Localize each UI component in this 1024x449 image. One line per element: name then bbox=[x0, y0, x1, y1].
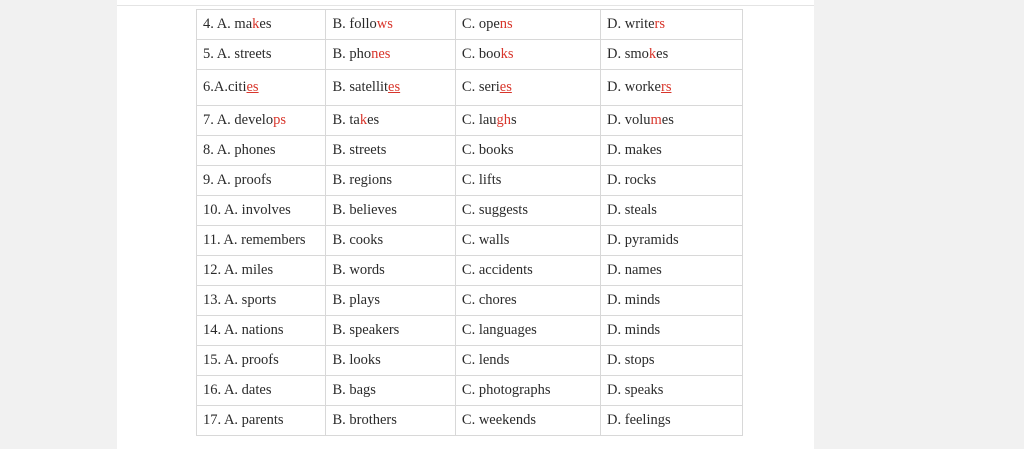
option-c-cell bbox=[455, 106, 600, 136]
option-b-cell bbox=[326, 10, 455, 40]
option-a-cell: 14. A. nations bbox=[197, 316, 326, 346]
option-b-cell: B. looks bbox=[326, 346, 455, 376]
highlighted-sound: rs bbox=[654, 16, 666, 32]
word-text: B. satellit bbox=[332, 79, 389, 95]
option-c-cell: C. suggests bbox=[455, 196, 600, 226]
option-b-cell: B. regions bbox=[326, 166, 455, 196]
word-suffix-text: es bbox=[656, 46, 669, 62]
option-a-cell: 16. A. dates bbox=[197, 376, 326, 406]
option-d-cell: D. makes bbox=[601, 136, 743, 166]
word-text: 6.A.citi bbox=[203, 79, 247, 95]
option-c-cell bbox=[455, 10, 600, 40]
option-a-cell bbox=[197, 10, 326, 40]
highlighted-sound: ps bbox=[273, 112, 286, 128]
option-a-cell bbox=[197, 40, 326, 70]
option-a-cell: 17. A. parents bbox=[197, 406, 326, 436]
option-d-cell: D. minds bbox=[601, 316, 743, 346]
word-suffix-text: es bbox=[661, 112, 674, 128]
page-divider bbox=[117, 5, 814, 6]
option-c-cell: C. lends bbox=[455, 346, 600, 376]
option-c-cell: C. photographs bbox=[455, 376, 600, 406]
table-row bbox=[197, 346, 743, 376]
word-suffix-text: es bbox=[259, 16, 272, 32]
option-a-cell: 8. A. phones bbox=[197, 136, 326, 166]
option-c-cell: C. walls bbox=[455, 226, 600, 256]
option-d-cell: D. stops bbox=[601, 346, 743, 376]
word-text: B. ta bbox=[332, 112, 360, 128]
table-row bbox=[197, 406, 743, 436]
pronunciation-exercise-table bbox=[196, 9, 743, 436]
option-a-cell bbox=[197, 106, 326, 136]
word-text: D. write bbox=[607, 16, 655, 32]
highlighted-sound: gh bbox=[496, 112, 512, 128]
highlighted-sound: ks bbox=[500, 46, 514, 62]
option-c-cell bbox=[455, 70, 600, 106]
option-d-cell: D. rocks bbox=[601, 166, 743, 196]
highlighted-sound: k bbox=[648, 46, 657, 62]
option-b-cell: B. brothers bbox=[326, 406, 455, 436]
option-d-cell bbox=[601, 40, 743, 70]
option-d-cell: D. pyramids bbox=[601, 226, 743, 256]
option-b-cell: B. words bbox=[326, 256, 455, 286]
option-c-cell: C. lifts bbox=[455, 166, 600, 196]
word-text: 4. A. ma bbox=[203, 16, 253, 32]
word-text: B. follo bbox=[332, 16, 377, 32]
table-row bbox=[197, 106, 743, 136]
option-d-cell: D. feelings bbox=[601, 406, 743, 436]
table-row bbox=[197, 136, 743, 166]
exercise-table-body bbox=[197, 10, 743, 436]
highlighted-sound: nes bbox=[371, 46, 391, 62]
option-a-cell: 15. A. proofs bbox=[197, 346, 326, 376]
word-text: 7. A. develo bbox=[203, 112, 274, 128]
word-text: C. lau bbox=[461, 112, 497, 128]
table-row bbox=[197, 70, 743, 106]
option-d-cell bbox=[601, 70, 743, 106]
option-c-cell: C. chores bbox=[455, 286, 600, 316]
option-b-cell: B. bags bbox=[326, 376, 455, 406]
option-b-cell bbox=[326, 40, 455, 70]
highlighted-sound: k bbox=[252, 16, 260, 32]
option-d-cell: D. minds bbox=[601, 286, 743, 316]
option-c-cell bbox=[455, 40, 600, 70]
highlighted-sound: k bbox=[359, 112, 368, 128]
option-b-cell: B. plays bbox=[326, 286, 455, 316]
option-b-cell: B. believes bbox=[326, 196, 455, 226]
option-b-cell: B. cooks bbox=[326, 226, 455, 256]
word-text: B. pho bbox=[332, 46, 372, 62]
word-text: 5. A. streets bbox=[203, 46, 272, 62]
option-b-cell: B. speakers bbox=[326, 316, 455, 346]
table-row bbox=[197, 166, 743, 196]
option-c-cell: C. accidents bbox=[455, 256, 600, 286]
table-row bbox=[197, 376, 743, 406]
option-c-cell: C. weekends bbox=[455, 406, 600, 436]
table-row bbox=[197, 226, 743, 256]
option-c-cell: C. languages bbox=[455, 316, 600, 346]
word-text: C. ope bbox=[461, 16, 500, 32]
option-b-cell bbox=[326, 106, 455, 136]
table-row bbox=[197, 40, 743, 70]
option-d-cell bbox=[601, 106, 743, 136]
table-row bbox=[197, 316, 743, 346]
table-row bbox=[197, 286, 743, 316]
word-suffix-text: es bbox=[367, 112, 380, 128]
highlighted-sound: ws bbox=[376, 16, 393, 32]
option-b-cell: B. streets bbox=[326, 136, 455, 166]
option-a-cell: 11. A. remembers bbox=[197, 226, 326, 256]
word-text: D. worke bbox=[607, 79, 661, 95]
option-b-cell bbox=[326, 70, 455, 106]
option-a-cell bbox=[197, 70, 326, 106]
table-row bbox=[197, 10, 743, 40]
word-text: C. boo bbox=[461, 46, 501, 62]
word-text: C. seri bbox=[461, 79, 500, 95]
option-a-cell: 12. A. miles bbox=[197, 256, 326, 286]
highlighted-sound: es bbox=[246, 79, 259, 95]
word-text: D. volu bbox=[607, 112, 651, 128]
highlighted-sound: rs bbox=[660, 79, 672, 95]
highlighted-sound: es bbox=[388, 79, 401, 95]
option-d-cell: D. names bbox=[601, 256, 743, 286]
option-a-cell: 9. A. proofs bbox=[197, 166, 326, 196]
table-row bbox=[197, 256, 743, 286]
option-d-cell: D. speaks bbox=[601, 376, 743, 406]
option-c-cell: C. books bbox=[455, 136, 600, 166]
highlighted-sound: es bbox=[499, 79, 512, 95]
highlighted-sound: m bbox=[650, 112, 662, 128]
option-d-cell bbox=[601, 10, 743, 40]
option-a-cell: 13. A. sports bbox=[197, 286, 326, 316]
word-suffix-text: s bbox=[511, 112, 517, 128]
highlighted-sound: ns bbox=[499, 16, 513, 32]
option-d-cell: D. steals bbox=[601, 196, 743, 226]
word-text: D. smo bbox=[607, 46, 649, 62]
table-row bbox=[197, 196, 743, 226]
option-a-cell: 10. A. involves bbox=[197, 196, 326, 226]
